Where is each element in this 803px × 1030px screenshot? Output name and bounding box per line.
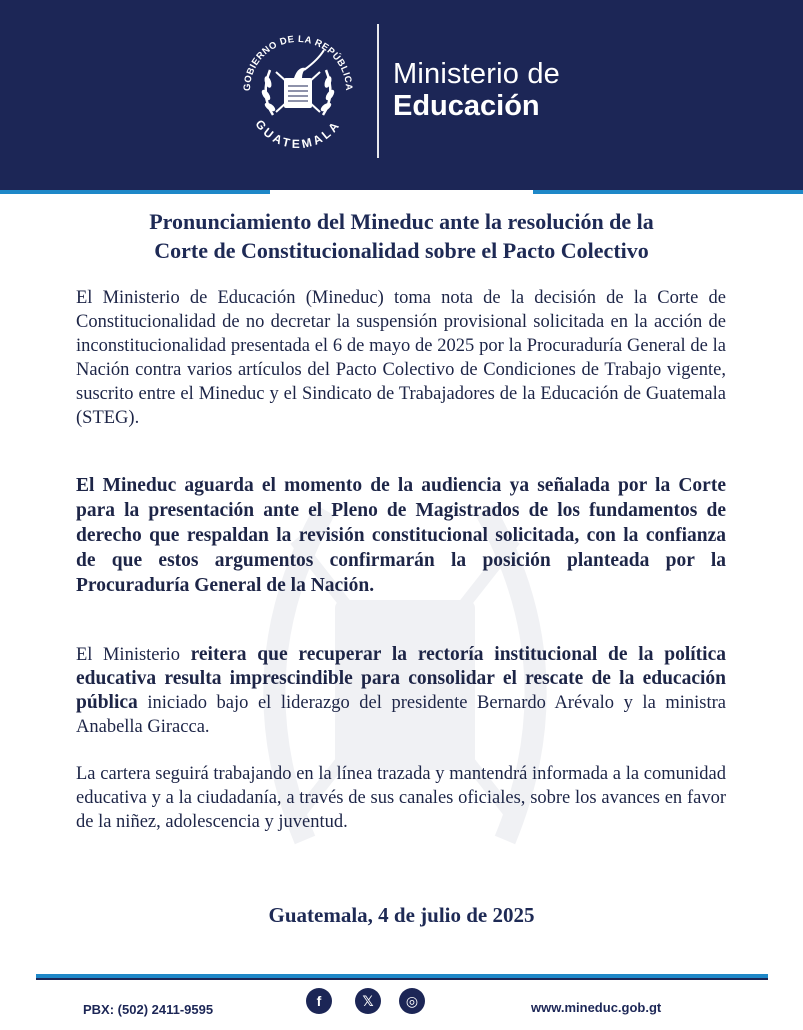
footer-phone: PBX: (502) 2411-9595 (83, 1002, 214, 1017)
title-line-1: Pronunciamiento del Mineduc ante la resolución de la (149, 209, 654, 234)
paragraph-3-end: iniciado bajo el liderazgo del presidente Bernardo Arévalo y la ministra Anabella Giracca. (76, 693, 726, 737)
x-icon[interactable] (355, 988, 381, 1014)
instagram-glyph: ◎ (405, 992, 419, 1009)
ministry-name-line2: Educación (393, 90, 540, 122)
guatemala-seal-logo (228, 20, 368, 160)
paragraph-3 (76, 643, 726, 739)
facebook-glyph: f (316, 993, 322, 1009)
facebook-icon[interactable] (306, 988, 332, 1014)
accent-bar-right (533, 190, 803, 194)
paragraph-3-start: El Ministerio (76, 645, 191, 665)
svg-text:GUATEMALA: GUATEMALA (252, 117, 344, 152)
header-divider (377, 24, 379, 158)
document-title (40, 207, 763, 265)
paragraph-1: El Ministerio de Educación (Mineduc) toma nota de la decisión de la Corte de Constitucionalidad de no decretar la suspensión provisional solicitada en la acción de inconstitucionalidad presentada el 6 de mayo de 2025 por la Procuraduría General de la Nación contra varios artículos del Pacto Colectivo de Condiciones de Trabajo vigente, suscrito entre el Mineduc y el Sindicato de Trabajadores de la Educación de Guatemala (STEG). (76, 288, 726, 428)
header-banner (0, 0, 803, 190)
paragraph-4: La cartera seguirá trabajando en la línea trazada y mantendrá informada a la comunidad educativa y a la ciudadanía, a través de sus canales oficiales, sobre los avances en favor de la niñez, adolescencia y juventud. (76, 764, 726, 832)
paragraph-2: El Mineduc aguarda el momento de la audiencia ya señalada por la Corte para la presentación ante el Pleno de Magistrados de los fundamentos de derecho que respaldan la revisión constitucional solicitada, con la confianza de que estos argumentos confirmarán la posición planteada por la Procuraduría General de la Nación. (76, 475, 726, 596)
accent-bar-left (0, 190, 270, 194)
x-glyph: 𝕏 (362, 992, 374, 1009)
ministry-name-line1: Ministerio de (393, 58, 560, 90)
footer-divider-dark (36, 978, 768, 980)
title-line-2: Corte de Constitucionalidad sobre el Pacto Colectivo (154, 238, 649, 263)
instagram-icon[interactable] (399, 988, 425, 1014)
footer-website-link[interactable]: www.mineduc.gob.gt (531, 1000, 662, 1015)
paragraph-3-bold: reitera que recuperar la rectoría institucional de la política educativa resulta imprescindible para consolidar el rescate de la educación pública (76, 644, 726, 713)
document-date: Guatemala, 4 de julio de 2025 (268, 903, 535, 927)
svg-text:GOBIERNO DE LA REPÚBLICA: GOBIERNO DE LA REPÚBLICA (241, 33, 355, 92)
